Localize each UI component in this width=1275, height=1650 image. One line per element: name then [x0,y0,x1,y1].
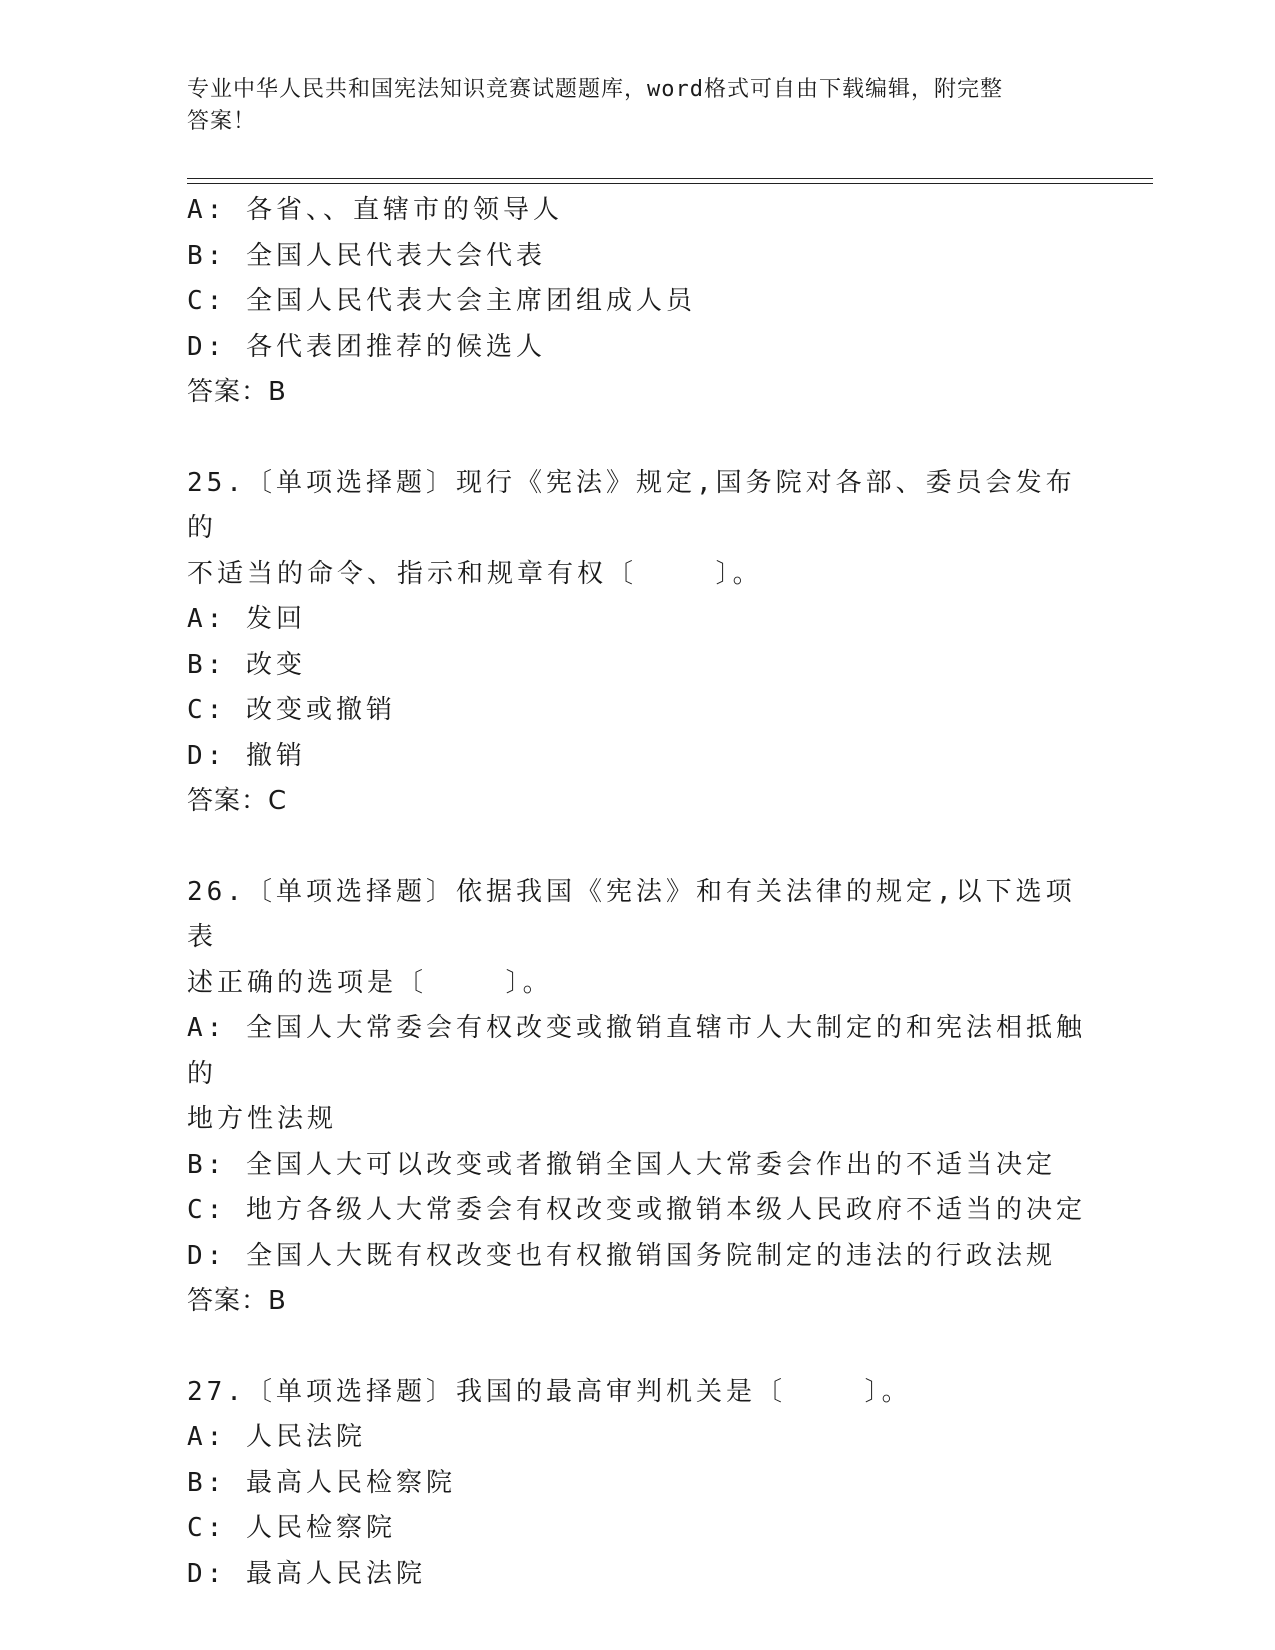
option-b: B: 改变 [187,649,306,680]
option-b: B: 全国人民代表大会代表 [187,240,546,271]
question-list [187,188,1087,1597]
document-header [187,74,1087,138]
spacer [187,1325,1087,1370]
option-b: B: 最高人民检察院 [187,1467,456,1498]
header-line-1: 专业中华人民共和国宪法知识竞赛试题题库，word格式可自由下载编辑，附完整 [187,77,1003,102]
question-25 [187,461,1087,825]
option-c: C: 改变或撤销 [187,695,396,725]
option-c: C: 地方各级人大常委会有权改变或撤销本级人民政府不适当的决定 [187,1195,1086,1225]
question-27 [187,1370,1087,1598]
option-c: C: 人民检察院 [187,1513,396,1543]
question-24 [187,188,1087,416]
option-d: D: 最高人民法院 [187,1558,426,1589]
option-a-line-2: 地方性法规 [187,1104,338,1134]
question-title-line-1: 25.〔单项选择题〕现行《宪法》规定,国务院对各部、委员会发布的 [187,467,1076,543]
option-a: A: 发回 [187,604,306,634]
option-a-line-1: A: 全国人大常委会有权改变或撤销直辖市人大制定的和宪法相抵触的 [187,1013,1086,1089]
question-26 [187,870,1087,1325]
question-title-line-1: 27.〔单项选择题〕我国的最高审判机关是〔 〕。 [187,1376,912,1407]
option-b: B: 全国人大可以改变或者撤销全国人大常委会作出的不适当决定 [187,1149,1056,1180]
header-rule-bottom [187,183,1153,184]
answer: 答案：C [187,786,288,816]
spacer [187,825,1087,870]
option-a: A: 人民法院 [187,1422,366,1452]
option-d: D: 各代表团推荐的候选人 [187,331,546,362]
header-line-2: 答案！ [187,109,257,134]
option-d: D: 全国人大既有权改变也有权撤销国务院制定的违法的行政法规 [187,1240,1056,1271]
answer: 答案：B [187,377,287,407]
header-rule-top [187,178,1153,179]
option-c: C: 全国人民代表大会主席团组成人员 [187,286,696,316]
question-title-line-2: 不适当的命令、指示和规章有权〔 〕。 [187,558,763,589]
option-d: D: 撤销 [187,740,306,771]
answer: 答案：B [187,1286,287,1316]
question-title-line-2: 述正确的选项是〔 〕。 [187,967,553,998]
option-a: A: 各省、、直辖市的领导人 [187,195,563,225]
question-title-line-1: 26.〔单项选择题〕依据我国《宪法》和有关法律的规定,以下选项表 [187,876,1076,952]
spacer [187,416,1087,461]
